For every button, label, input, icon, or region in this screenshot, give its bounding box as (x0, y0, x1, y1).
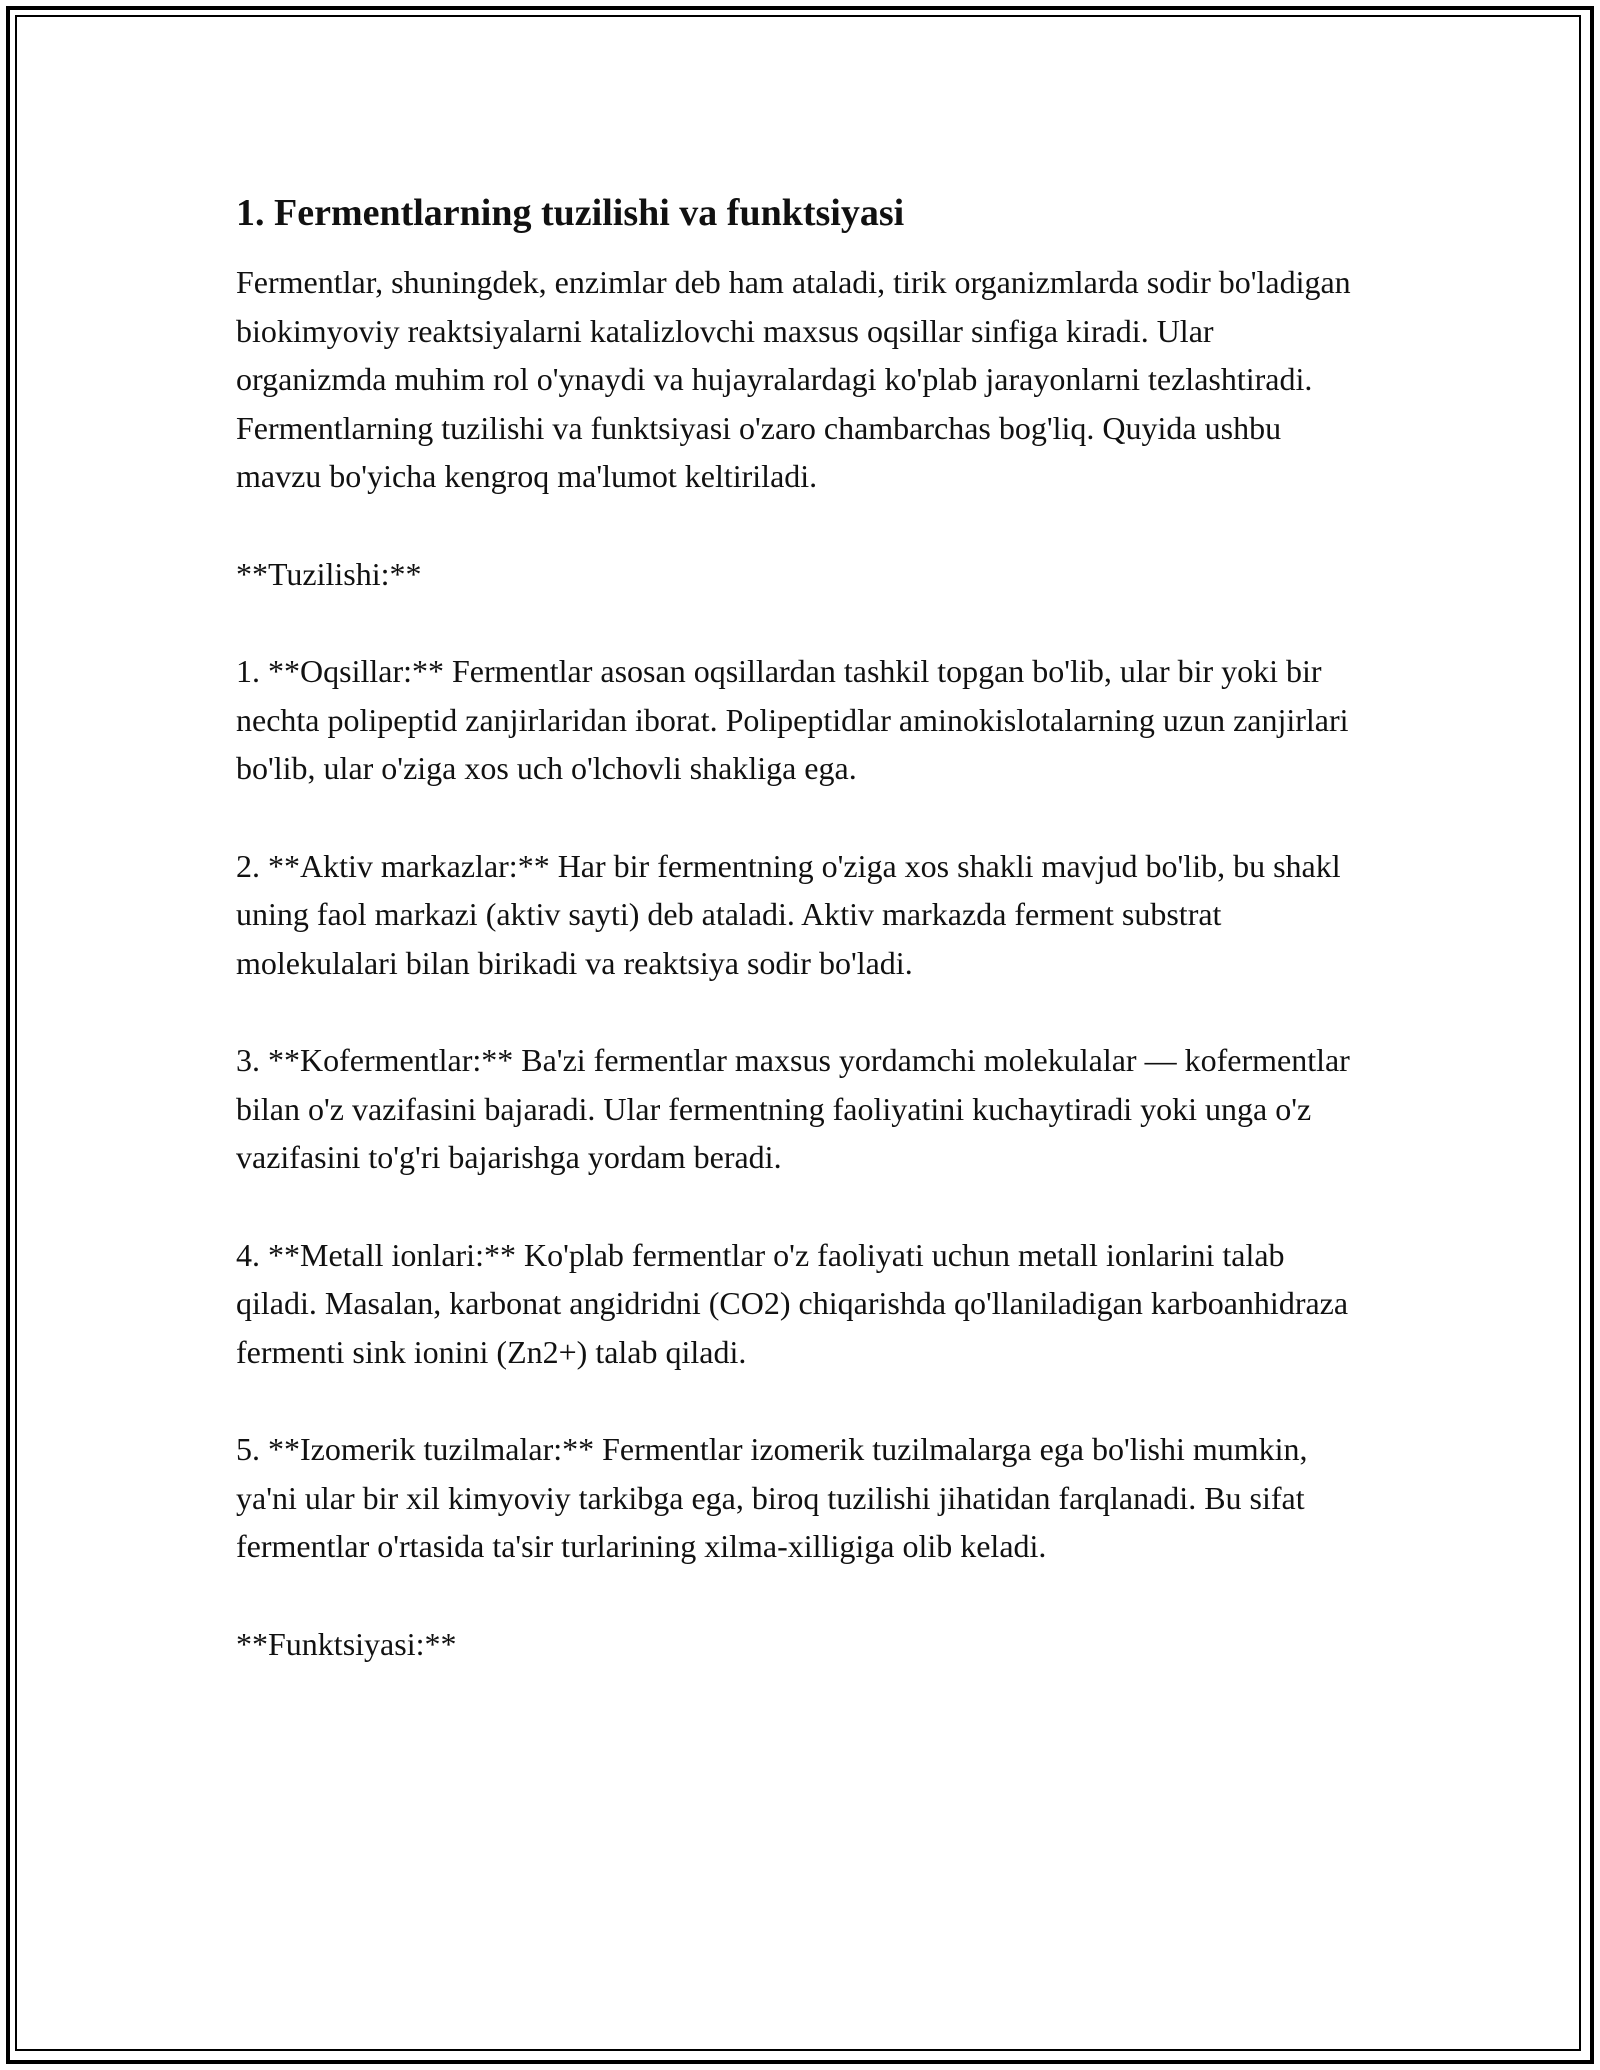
list-item-coenzymes: 3. **Kofermentlar:** Ba'zi fermentlar maxsus yordamchi molekulalar — kofermentlar bilan o'z vazifasini bajaradi. Ular fermentning faoliyatini kuchaytiradi yoki unga o'z vazifasini to'g'ri bajarishga yordam beradi. (236, 1042, 1350, 1175)
list-item-active-sites: 2. **Aktiv markazlar:** Har bir fermentning o'ziga xos shakli mavjud bo'lib, bu shakl uning faol markazi (aktiv sayti) deb ataladi. Aktiv markazda ferment substrat molekulalari bilan birikadi va reaktsiya sodir bo'ladi. (236, 847, 1341, 981)
intro-paragraph: Fermentlar, shuningdek, enzimlar deb ham ataladi, tirik organizmlarda sodir bo'ladigan biokimyoviy reaktsiyalarni katalizlovchi maxsus oqsillar sinfiga kiradi. Ular organizmda muhim rol o'ynaydi va hujayralardagi ko'plab jarayonlarni tezlashtiradi. Fermentlarning tuzilishi va funktsiyasi o'zaro chambarchas bog'liq. Quyida ushbu mavzu bo'yicha kengroq ma'lumot keltiriladi. (236, 264, 1351, 494)
document-body (236, 188, 1366, 1717)
list-item-isomeric-structures: 5. **Izomerik tuzilmalar:** Fermentlar izomerik tuzilmalarga ega bo'lishi mumkin, ya'ni ular bir xil kimyoviy tarkibga ega, biroq tuzilishi jihatidan farqlanadi. Bu sifat fermentlar o'rtasida ta'sir turlarining xilma-xilligiga olib keladi. (236, 1431, 1308, 1564)
list-item-metal-ions: 4. **Metall ionlari:** Ko'plab fermentlar o'z faoliyati uchun metall ionlarini talab qiladi. Masalan, karbonat angidridni (CO2) chiqarishda qo'llaniladigan karboanhidraza fermenti sink ionini (Zn2+) talab qiladi. (236, 1236, 1349, 1370)
list-item-proteins: 1. **Oqsillar:** Fermentlar asosan oqsillardan tashkil topgan bo'lib, ular bir yoki bir nechta polipeptid zanjirlaridan iborat. Polipeptidlar aminokislotalarning uzun zanjirlari bo'lib, ular o'ziga xos uch o'lchovli shakliga ega. (236, 653, 1349, 786)
function-subheading: **Funktsiyasi:** (236, 1625, 457, 1662)
structure-subheading: **Tuzilishi:** (236, 555, 422, 592)
section-heading: 1. Fermentlarning tuzilishi va funktsiyasi (236, 192, 905, 234)
